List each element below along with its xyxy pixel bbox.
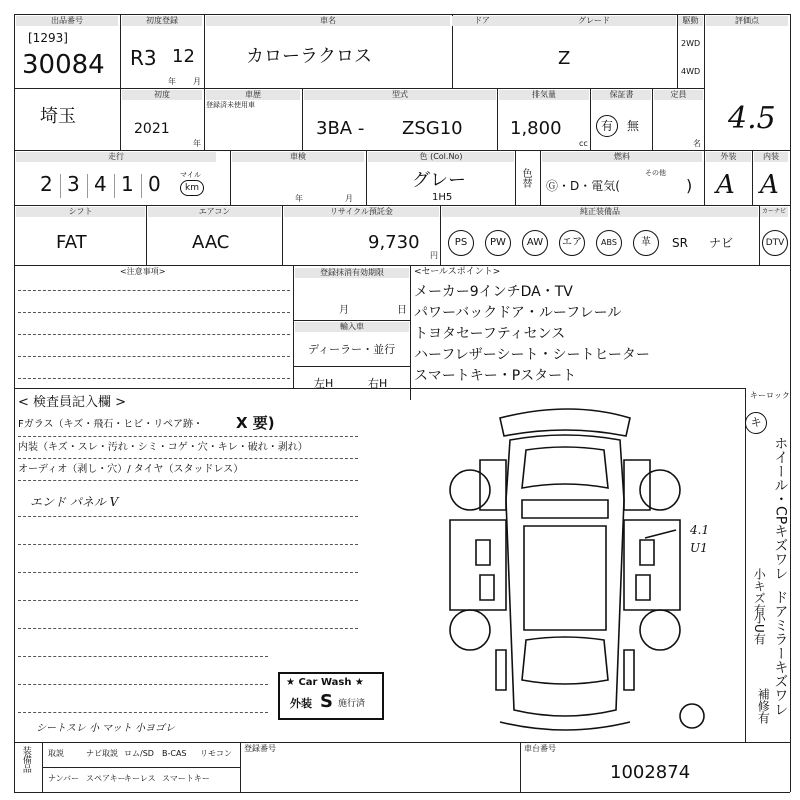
- car-diagram: [440, 400, 710, 740]
- type-prefix: 3BA -: [316, 118, 365, 139]
- first-registration-month: 12: [172, 46, 195, 67]
- car-wash-stamp: [278, 672, 384, 720]
- exterior-header: 外装: [706, 152, 751, 162]
- history-sub: 登録済未使用車: [206, 101, 255, 109]
- lot-number: 30084: [22, 50, 105, 80]
- mileage-digit: 0: [148, 172, 161, 196]
- cc-unit: cc: [579, 139, 588, 148]
- interior-grade: A: [760, 170, 779, 200]
- equipment-item: ナンバー: [48, 774, 80, 783]
- color-code: 1H5: [432, 192, 453, 203]
- warranty-yes-circle: 有: [596, 115, 618, 137]
- equipment-item: スマートキー: [162, 774, 210, 783]
- equipment-label: ナビ: [709, 236, 734, 250]
- equipment-badge: ABS: [596, 230, 622, 256]
- navi-header: カーナビ: [761, 208, 786, 215]
- fuel-options: Ⓖ・D・電気(: [546, 179, 620, 193]
- fuel-close: ): [686, 176, 693, 195]
- key-lock-mark: キ: [745, 412, 767, 434]
- first-registration-era: R3: [130, 46, 157, 70]
- equipment-item: ロム/SD: [124, 749, 154, 758]
- shift: FAT: [56, 232, 87, 253]
- mirror-repair-note: 補修有: [756, 688, 771, 724]
- inspector-line-2: 内装（キズ・スレ・汚れ・シミ・コゲ・穴・キレ・破れ・剥れ）: [18, 442, 308, 453]
- equipment-item: キーレス: [124, 774, 156, 783]
- fuel-header: 燃料: [542, 152, 702, 162]
- interior-header: 内装: [754, 152, 788, 162]
- inspection-year-unit: 年: [295, 194, 303, 203]
- equipment-header: 純正装備品: [442, 207, 758, 217]
- ac: AAC: [192, 232, 230, 253]
- inspection-month-unit: 月: [345, 194, 353, 203]
- color-change-label: 色替: [520, 168, 531, 188]
- inspector-line-1-mark: X 要): [236, 414, 275, 432]
- drive-2wd: 2WD: [681, 39, 701, 48]
- diagram-damage-mark: 4.1: [690, 523, 710, 537]
- drive-header: 駆動: [678, 16, 703, 26]
- equipment-item: B-CAS: [162, 749, 187, 758]
- sales-point-header: <セールスポイント>: [414, 267, 501, 277]
- import-header: 輸入車: [295, 322, 409, 332]
- equipment-badge: エア: [559, 230, 585, 256]
- caution-header: <注意事項>: [120, 267, 166, 276]
- wheel-damage-label: ホイール・CPキズワレ: [772, 436, 789, 581]
- exterior-grade: A: [716, 170, 735, 200]
- ac-header: エアコン: [148, 207, 281, 217]
- type-code: ZSG10: [402, 118, 463, 139]
- mileage-digit: 2: [40, 172, 53, 196]
- equipment-label: SR: [672, 236, 688, 250]
- mile-label: マイル: [180, 171, 201, 179]
- month-unit: 月: [193, 77, 201, 86]
- drive-4wd: 4WD: [681, 67, 701, 76]
- sales-point: スマートキー・Pスタート: [414, 368, 577, 384]
- inspector-handwritten-1: エンド パネル V: [30, 495, 119, 509]
- equipment-label: 装備品: [20, 746, 31, 773]
- km-circle: km: [180, 180, 204, 196]
- shift-header: シフト: [16, 207, 145, 217]
- car-wash-suffix: 施行済: [338, 699, 366, 709]
- grade-header: グレード: [512, 16, 676, 26]
- equipment-item: 取説: [48, 749, 64, 758]
- yen-unit: 円: [430, 251, 438, 260]
- wheel-damage-note: 小キズ有: [752, 568, 767, 616]
- equipment-item: ナビ取説: [86, 749, 118, 758]
- mirror-damage-label: ドアミラーキズワレ: [772, 590, 789, 716]
- mirror-damage-note: 小U有: [752, 612, 767, 645]
- equipment-badge: PW: [485, 230, 511, 256]
- recycle-header: リサイクル預託金: [284, 207, 439, 217]
- displacement-header: 排気量: [499, 90, 589, 100]
- displacement: 1,800: [510, 118, 562, 139]
- diagram-damage-mark-2: U1: [690, 541, 708, 555]
- dealer-parallel: ディーラー・並行: [308, 343, 396, 356]
- equipment-badge: PS: [448, 230, 474, 256]
- right-hand-drive: 右H: [368, 377, 388, 390]
- registration-header: 登録抹消有効期限: [295, 268, 409, 278]
- location: 埼玉: [40, 106, 76, 127]
- equipment-badge: 革: [633, 230, 659, 256]
- left-hand-drive: 左H: [314, 377, 334, 390]
- key-lock-header: キーロック: [750, 391, 790, 400]
- sales-point: ハーフレザーシート・シートヒーター: [414, 347, 650, 363]
- rating-header: 評価点: [706, 16, 788, 26]
- sales-point: パワーバックドア・ルーフレール: [414, 305, 622, 321]
- inspector-line-3: オーディオ（剥し・穴）/ タイヤ（スタッドレス）: [18, 464, 244, 475]
- car-name: カローラクロス: [246, 46, 372, 67]
- lot-number-header: 出品番号: [16, 16, 118, 26]
- door-header: ドア: [452, 16, 512, 26]
- car-wash-prefix: 外装: [290, 697, 312, 710]
- fuel-other: その他: [645, 169, 666, 177]
- type-header: 型式: [304, 90, 496, 100]
- inspector-header: < 検査員記入欄 >: [18, 395, 127, 410]
- equipment-item: スペアキー: [86, 774, 126, 783]
- equipment-item: リモコン: [200, 749, 232, 758]
- registration-day: 日: [397, 305, 407, 316]
- mileage-digit: 1: [121, 172, 134, 196]
- history-header: 車歴: [206, 90, 300, 100]
- inspector-handwritten-2: シートスレ 小 マット 小ヨゴレ: [36, 723, 176, 734]
- sales-point: トヨタセーフティセンス: [414, 326, 566, 342]
- model-year-unit: 年: [193, 139, 201, 148]
- car-wash-title: ★ Car Wash ★: [286, 677, 364, 688]
- car-name-header: 車名: [206, 16, 450, 26]
- mileage-digit: 3: [67, 172, 80, 196]
- chassis-number: 1002874: [610, 762, 691, 783]
- color: グレー: [412, 170, 466, 191]
- rating: 4.5: [728, 101, 776, 136]
- registration-month: 月: [339, 305, 349, 316]
- equipment-badge: DTV: [762, 230, 788, 256]
- model-year: 2021: [134, 121, 170, 137]
- lot-bracket: [1293]: [28, 31, 68, 45]
- mileage-header: 走行: [16, 152, 216, 162]
- capacity-unit: 名: [693, 139, 701, 148]
- warranty-no: 無: [627, 119, 640, 133]
- year-unit: 年: [168, 77, 176, 86]
- warranty-header: 保証書: [592, 90, 651, 100]
- first-registration-header: 初度登録: [122, 16, 202, 26]
- model-year-header: 初度: [122, 90, 202, 100]
- recycle-fee: 9,730: [368, 232, 420, 253]
- inspection-header: 車検: [232, 152, 364, 162]
- chassis-number-header: 車台番号: [524, 744, 556, 753]
- capacity-header: 定員: [654, 90, 703, 100]
- sales-point: メーカー9インチDA・TV: [414, 284, 573, 300]
- color-header: 色 (Col.No): [368, 152, 514, 162]
- car-wash-grade: S: [320, 691, 333, 712]
- equipment-badge: AW: [522, 230, 548, 256]
- inspector-line-1: Fガラス（キズ・飛石・ヒビ・リペア跡・: [18, 419, 204, 430]
- mileage-digit: 4: [94, 172, 107, 196]
- registration-number-header: 登録番号: [244, 744, 276, 753]
- grade: Z: [558, 48, 571, 69]
